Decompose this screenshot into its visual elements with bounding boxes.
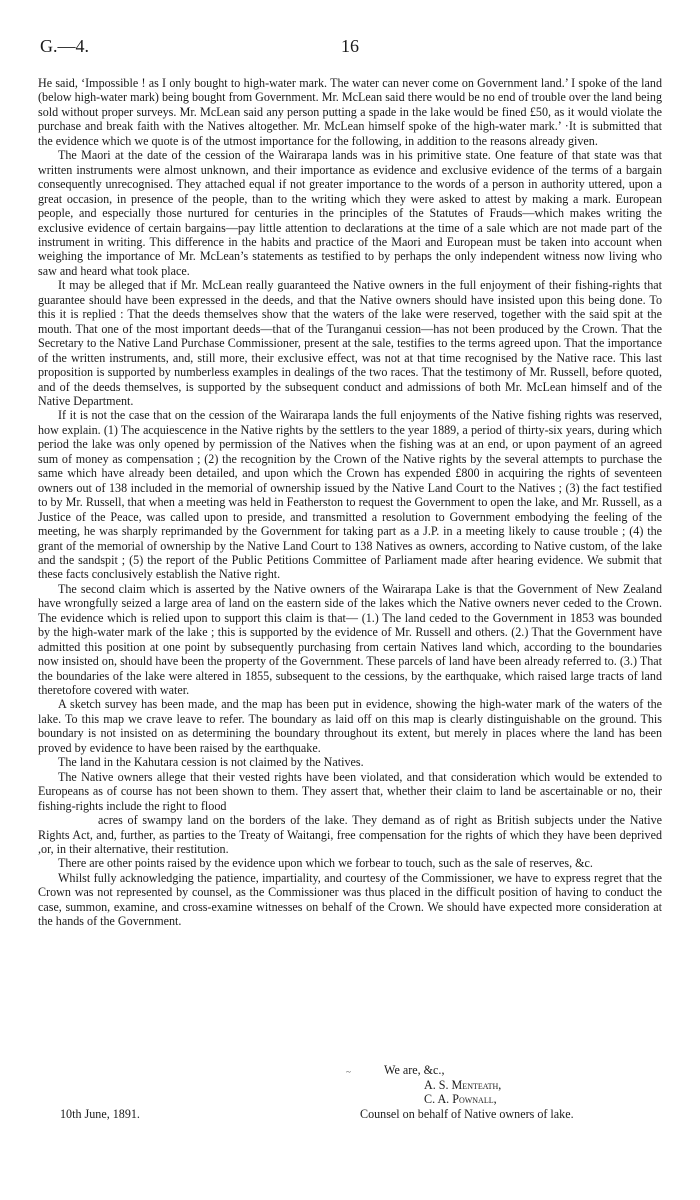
salutation: We are, &c.,	[384, 1063, 445, 1077]
signature-block	[38, 1063, 662, 1121]
paragraph: The land in the Kahutara cession is not claimed by the Natives.	[58, 755, 364, 770]
paragraph-lead: The Native owners allege that their vested rights have been violated, and that consideration which would be extended to Europeans as of course has not been shown to them. They assert that, whether their claim to land be ascertainable or no, their fishing-rights include the right to flood	[38, 769, 662, 813]
paragraph: He said, ‘Impossible ! as I only bought to high-water mark. The water can never come on Government land.’ I spoke of the land (below high-water mark) being bought from Government. Mr. McLean said there would be no end of trouble over the land being sold without proper surveys. Mr. McLean said any person putting a spade in the lake would be fined £50, as it would violate the purchase and break faith with the Natives altogether. Mr. McLean himself spoke of the high-water mark.’ ·It is submitted that the evidence which we quote is of the utmost importance for the following, in addition to the reasons already given.	[38, 76, 662, 148]
signatory-name: A. S. Menteath,	[424, 1077, 502, 1092]
letter-date: 10th June, 1891.	[60, 1106, 140, 1121]
paragraph-indented-rest: acres of swampy land on the borders of the lake. They demand as of right as British subjects under the Native Rights Act, and, further, as parties to the Treaty of Waitangi, free compensation for the rights of which they have been deprived ,or, in their alternative, their restitution.	[38, 813, 662, 857]
paragraph: It may be alleged that if Mr. McLean really guaranteed the Native owners in the full enjoyment of their fishing-rights that guarantee should have been expressed in the deeds, and that the Native owners should have insisted upon this being done. To this it is replied : That the deeds themselves show that the waters of the lake were reserved, together with the said spit at the mouth. That one of the most important deeds—that of the Turanganui cession—has not been produced by the Crown. That the Secretary to the Native Land Purchase Commissioner, present at the sale, testifies to the terms agreed upon. That the importance of the written instruments, and, still more, their exclusive effect, was not at that time recognised by the Native race. This last proposition is supported by numberless examples in dealings of the two races. That the testimony of Mr. Russell, before quoted, and of the deeds themselves, is supported by the subsequent conduct and admissions of both Mr. McLean himself and of the Native Department.	[38, 278, 662, 408]
paragraph: If it is not the case that on the cession of the Wairarapa lands the full enjoyments of the Native fishing rights was reserved, how explain. (1) The acquiescence in the Native rights by the settlers to the year 1889, a period of thirty-six years, during which period the lake was only opened by permission of the Natives when the fishing was at an end, or upon payment of an agreed sum of money as compensation ; (2) the recognition by the Crown of the Native rights by the several attempts to purchase the same which have already been detailed, and upon which the Crown has expended £800 in acquiring the rights of seventeen owners out of 138 included in the memorial of ownership issued by the Native Land Court to the Natives ; (3) the fact testified to by Mr. Russell, that when a meeting was held in Featherston to request the Government to open the lake, and Mr. Russell, as a Justice of the Peace, was called upon to preside, and transmitted a resolution to Government embodying the feeling of the meeting, he was sharply reprimanded by the Government for taking part as a J.P. in a meeting likely to cause trouble ; (4) the grant of the memorial of ownership by the Native Land Court to 138 Natives as owners, according to Native custom, of the lake and the sandspit ; (5) the report of the Public Petitions Committee of Parliament made after hearing evidence. We submit that these facts conclusively establish the Native right.	[38, 408, 662, 582]
document-reference: G.—4.	[40, 36, 89, 56]
paragraph: Whilst fully acknowledging the patience, impartiality, and courtesy of the Commissioner, we have to express regret that the Crown was not represented by counsel, as the Commissioner was thus placed in the difficult position of having to conduct the case, summon, examine, and cross-examine witnesses on behalf of the Crown. We should have expected more consideration at the hands of the Government.	[38, 870, 662, 929]
paragraph-hanging	[38, 770, 662, 857]
stray-mark: ~	[346, 1067, 351, 1077]
signatory-capacity: Counsel on behalf of Native owners of lake.	[360, 1106, 574, 1121]
document-body	[38, 76, 662, 929]
signatory-name: C. A. Pownall,	[424, 1092, 497, 1107]
paragraph: A sketch survey has been made, and the map has been put in evidence, showing the high-water mark of the waters of the lake. To this map we crave leave to refer. The boundary as laid off on this map is clearly distinguishable on the ground. This boundary is not insisted on as determining the boundary throughout its extent, but merely in places where the land has been proved by evidence to have been raised by the earthquake.	[38, 697, 662, 755]
paragraph: The Maori at the date of the cession of the Wairarapa lands was in his primitive state. One feature of that state was that written instruments were almost unknown, and their importance as evidence and exclusive evidence of the terms of a bargain consequently unrecognised. They attached equal if not greater importance to the words of a person in authority uttered, upon a great occasion, in presence of the people, than to the writing which they were asked to attest by making a mark. European people, and especially those nurtured for centuries in the principles of the Statutes of Frauds—which makes writing the exclusive evidence of certain bargains—pay little attention to declarations at the time of a sale which are not made part of the instrument in writing. This difference in the habits and practice of the Maori and European must be taken into account when weighing the importance of Mr. McLean’s statements as testified to by perhaps the only independent witness now living who saw and heard what took place.	[38, 148, 662, 278]
page-header	[40, 36, 660, 60]
paragraph: The second claim which is asserted by the Native owners of the Wairarapa Lake is that the Government of New Zealand have wrongfully seized a large area of land on the eastern side of the lakes which the Native owners never ceded to the Crown. The evidence which is relied upon to support this claim is that— (1.) The land ceded to the Government in 1853 was bounded by the high-water mark of the lake ; this is supported by the evidence of Mr. Russell and others. (2.) That the Government have admitted this position at one point by subsequently purchasing from certain Natives land which, according to the boundaries now insisted on, should have been the property of the Government. These parcels of land have been already referred to. (3.) That the boundaries of the lake were altered in 1855, subsequent to the cessions, by the earthquake, which raised large tracts of land theretofore covered with water.	[38, 581, 662, 698]
page-number: 16	[341, 36, 359, 56]
paragraph: There are other points raised by the evidence upon which we forbear to touch, such as the sale of reserves, &c.	[58, 856, 593, 871]
